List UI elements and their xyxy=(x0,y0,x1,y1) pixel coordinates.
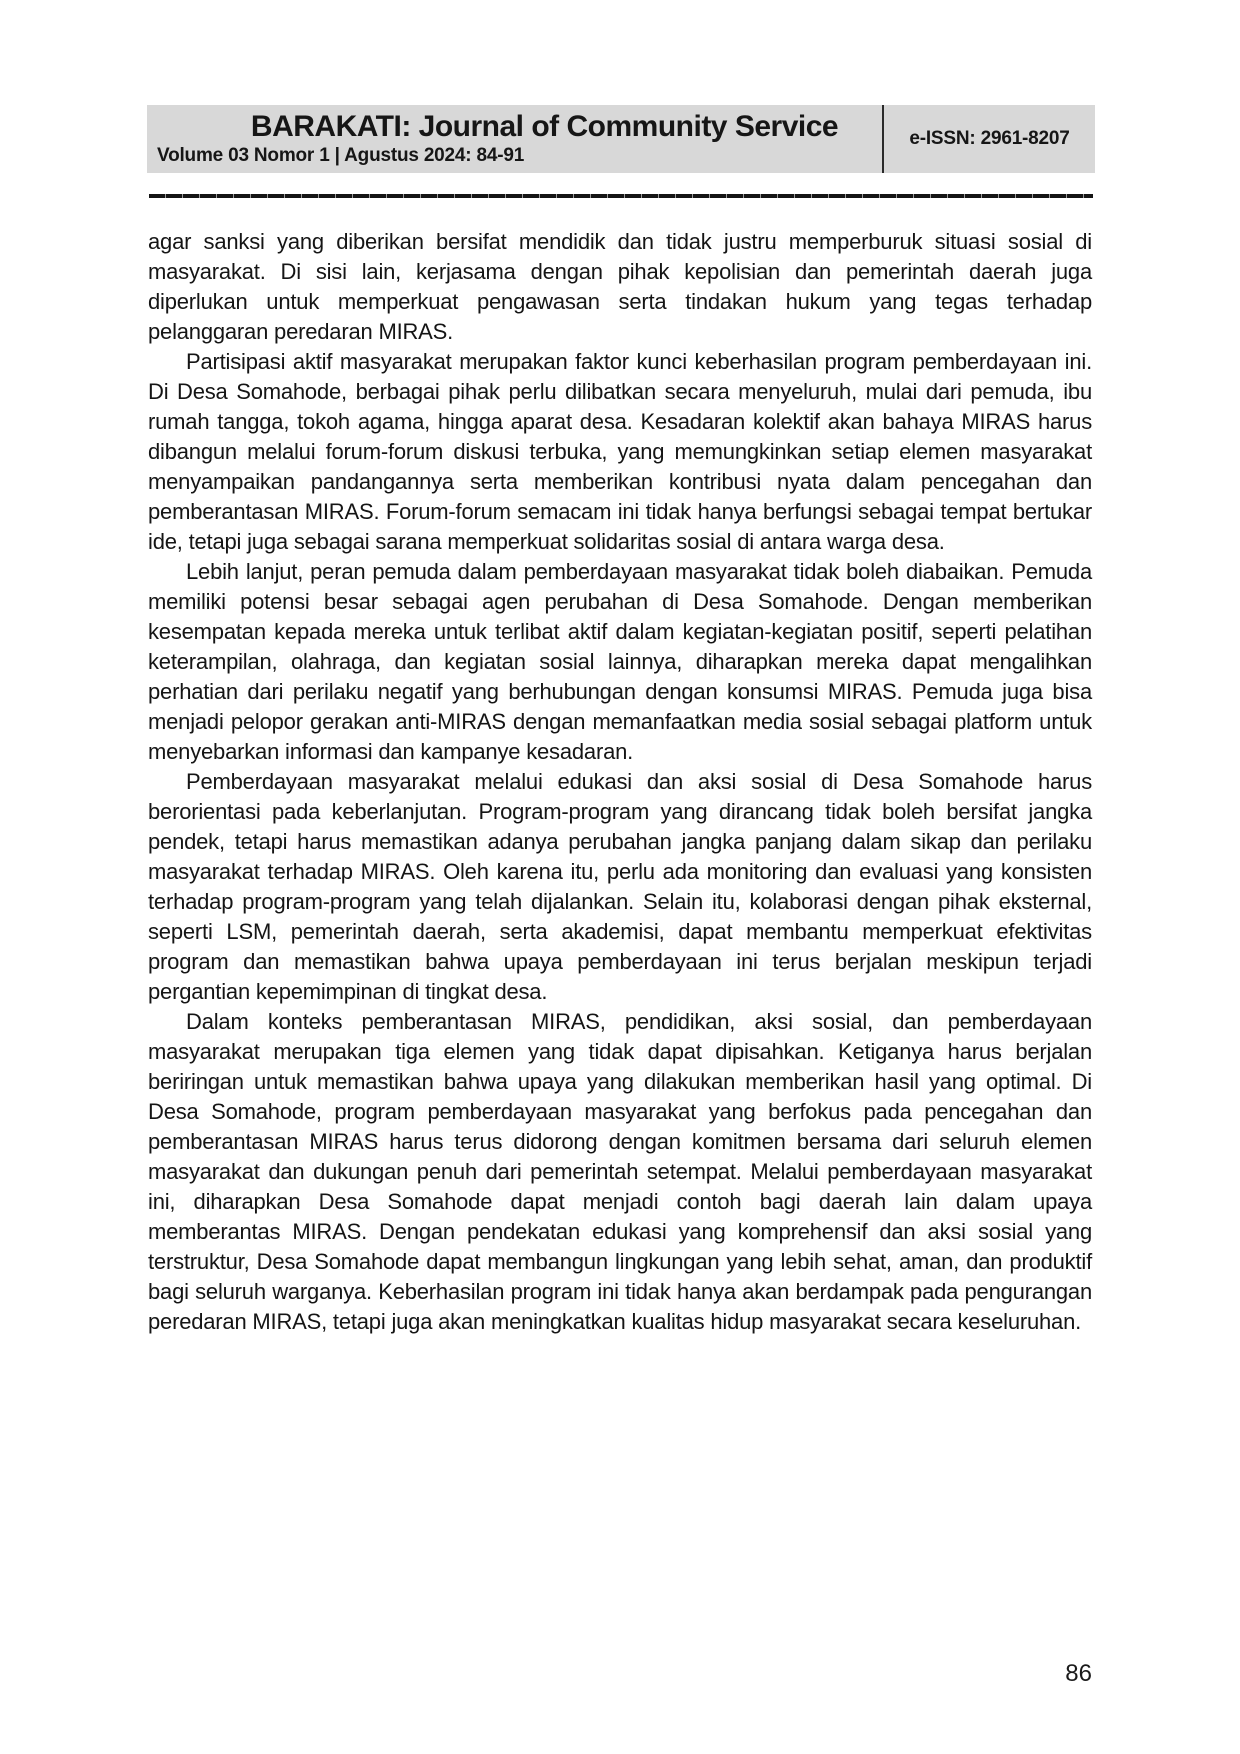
journal-title: BARAKATI: Journal of Community Service xyxy=(250,110,839,143)
journal-header-right xyxy=(884,105,1095,173)
paragraph: Pemberdayaan masyarakat melalui edukasi dan aksi sosial di Desa Somahode harus berorientasi pada keberlanjutan. Program-program yang dirancang tidak boleh bersifat jangka pendek, tetapi harus memastikan adanya perubahan jangka panjang dalam sikap dan perilaku masyarakat terhadap MIRAS. Oleh karena itu, perlu ada monitoring dan evaluasi yang konsisten terhadap program-program yang telah dijalankan. Selain itu, kolaborasi dengan pihak eksternal, seperti LSM, pemerintah daerah, serta akademisi, dapat membantu memperkuat efektivitas program dan memastikan bahwa upaya pemberdayaan ini terus berjalan meskipun terjadi pergantian kepemimpinan di tingkat desa. xyxy=(148,769,1092,1004)
journal-volume-line: Volume 03 Nomor 1 | Agustus 2024: 84-91 xyxy=(157,145,525,166)
journal-header xyxy=(147,105,1095,173)
article-body xyxy=(148,227,1092,1337)
page-number: 86 xyxy=(1065,1660,1092,1687)
paragraph: Partisipasi aktif masyarakat merupakan faktor kunci keberhasilan program pemberdayaan ini. Di Desa Somahode, berbagai pihak perlu dilibatkan secara menyeluruh, mulai dari pemuda, ibu rumah tangga, tokoh agama, hingga aparat desa. Kesadaran kolektif akan bahaya MIRAS harus dibangun melalui forum-forum diskusi terbuka, yang memungkinkan setiap elemen masyarakat menyampaikan pandangannya serta memberikan kontribusi nyata dalam pencegahan dan pemberantasan MIRAS. Forum-forum semacam ini tidak hanya berfungsi sebagai tempat bertukar ide, tetapi juga sebagai sarana memperkuat solidaritas sosial di antara warga desa. xyxy=(148,349,1092,554)
header-divider-rule xyxy=(149,194,1093,198)
paragraph: Lebih lanjut, peran pemuda dalam pemberdayaan masyarakat tidak boleh diabaikan. Pemuda memiliki potensi besar sebagai agen perubahan di Desa Somahode. Dengan memberikan kesempatan kepada mereka untuk terlibat aktif dalam kegiatan-kegiatan positif, seperti pelatihan keterampilan, olahraga, dan kegiatan sosial lainnya, diharapkan mereka dapat mengalihkan perhatian dari perilaku negatif yang berhubungan dengan konsumsi MIRAS. Pemuda juga bisa menjadi pelopor gerakan anti-MIRAS dengan memanfaatkan media sosial sebagai platform untuk menyebarkan informasi dan kampanye kesadaran. xyxy=(148,559,1092,764)
paragraph: Dalam konteks pemberantasan MIRAS, pendidikan, aksi sosial, dan pemberdayaan masyarakat merupakan tiga elemen yang tidak dapat dipisahkan. Ketiganya harus berjalan beriringan untuk memastikan bahwa upaya yang dilakukan memberikan hasil yang optimal. Di Desa Somahode, program pemberdayaan masyarakat yang berfokus pada pencegahan dan pemberantasan MIRAS harus terus didorong dengan komitmen bersama dari seluruh elemen masyarakat dan dukungan penuh dari pemerintah setempat. Melalui pemberdayaan masyarakat ini, diharapkan Desa Somahode dapat menjadi contoh bagi daerah lain dalam upaya memberantas MIRAS. Dengan pendekatan edukasi yang komprehensif dan aksi sosial yang terstruktur, Desa Somahode dapat membangun lingkungan yang lebih sehat, aman, dan produktif bagi seluruh warganya. Keberhasilan program ini tidak hanya akan berdampak pada pengurangan peredaran MIRAS, tetapi juga akan meningkatkan kualitas hidup masyarakat secara keseluruhan. xyxy=(148,1009,1092,1334)
paragraph: agar sanksi yang diberikan bersifat mendidik dan tidak justru memperburuk situasi sosial di masyarakat. Di sisi lain, kerjasama dengan pihak kepolisian dan pemerintah daerah juga diperlukan untuk memperkuat pengawasan serta tindakan hukum yang tegas terhadap pelanggaran peredaran MIRAS. xyxy=(148,229,1092,344)
eissn-label: e-ISSN: 2961-8207 xyxy=(909,128,1070,149)
journal-header-left xyxy=(147,105,884,173)
